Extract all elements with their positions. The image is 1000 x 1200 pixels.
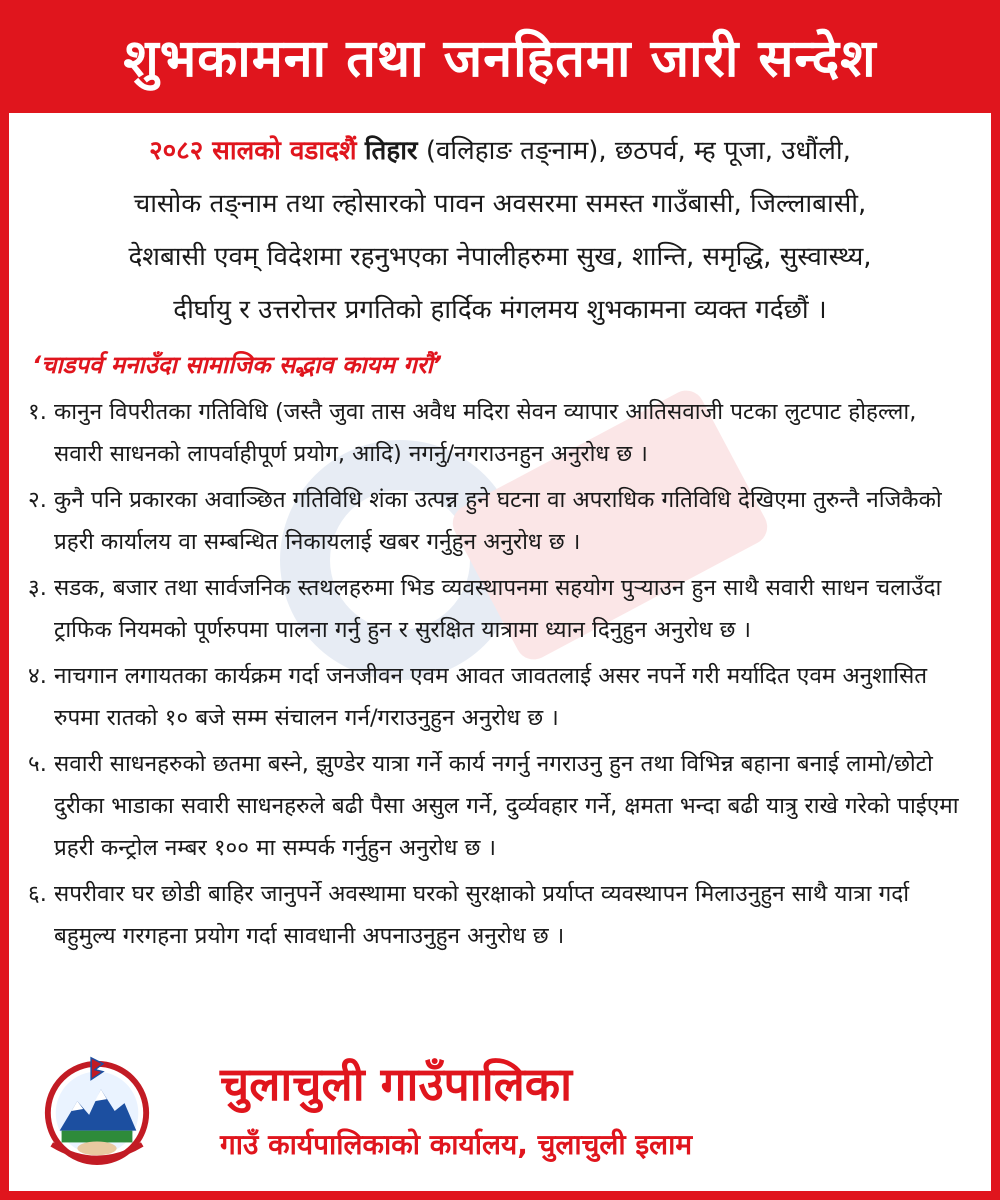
intro-line1: (वलिहाङ तङ्नाम), छठपर्व, म्ह पूजा, उधौंली, — [417, 136, 851, 166]
list-item — [28, 479, 972, 563]
list-item-text: कानुन विपरीतका गतिविधि (जस्तै जुवा तास अवैध मदिरा सेवन व्यापार आतिसवाजी पटका लुटपाट होहल्ला, सवारी साधनको लापर्वाहीपूर्ण प्रयोग, आदि) नगर्नु/नगराउनहुन अनुरोध छ । — [54, 399, 917, 467]
intro-line4: दीर्घायु र उत्तरोत्तर प्रगतिको हार्दिक मंगलमय शुभकामना व्यक्त गर्दछौं । — [173, 295, 827, 325]
nepal-government-emblem-icon — [38, 1050, 156, 1168]
intro-paragraph — [28, 125, 972, 337]
list-item — [28, 873, 972, 957]
intro-highlight: २०८२ सालको वडादशैं — [149, 136, 357, 166]
list-item-text: कुनै पनि प्रकारका अवाञ्छित गतिविधि शंका उत्पन्न हुने घटना वा अपराधिक गतिविधि देखिएमा तुरुन्तै नजिकैको प्रहरी कार्यालय वा सम्बन्धित निकायलाई खबर गर्नुहुन अनुरोध छ । — [54, 487, 942, 555]
organization-name: चुलाचुली गाउँपालिका — [220, 1057, 573, 1111]
list-item — [28, 743, 972, 869]
intro-line3: देशबासी एवम् विदेशमा रहनुभएका नेपालीहरुमा सुख, शान्ति, समृद्धि, सुस्वास्थ्य, — [128, 242, 872, 272]
list-item-text: सवारी साधनहरुको छतमा बस्ने, झुण्डेर यात्रा गर्ने कार्य नगर्नु नगराउनु हुन तथा विभिन्न बहाना बनाई लामो/छोटो दुरीका भाडाका सवारी साधनहरुले बढी पैसा असुल गर्ने, दुर्व्यवहार गर्ने, क्षमता भन्दा बढी यात्रु राखे गरेको पाईएमा प्रहरी कन्ट्रोल नम्बर १०० मा सम्पर्क गर्नुहुन अनुरोध छ । — [54, 751, 959, 861]
notice-body — [28, 125, 972, 961]
list-item — [28, 655, 972, 739]
list-item — [28, 391, 972, 475]
list-item-number: ५. — [28, 751, 47, 777]
list-item-number: ४. — [28, 663, 47, 689]
list-item-text: सपरीवार घर छोडी बाहिर जानुपर्ने अवस्थामा घरको सुरक्षाको प्रर्याप्त व्यवस्थापन मिलाउनुहुन साथै यात्रा गर्दा बहुमुल्य गरगहना प्रयोग गर्दा सावधानी अपनाउनुहुन अनुरोध छ । — [54, 881, 910, 949]
list-item — [28, 567, 972, 651]
list-item-number: २. — [28, 487, 47, 513]
intro-bold-word: तिहार — [364, 136, 418, 166]
list-item-number: १. — [28, 399, 47, 425]
notice-footer — [30, 1050, 970, 1190]
notice-header — [0, 0, 1000, 113]
organization-office: गाउँ कार्यपालिकाको कार्यालय, चुलाचुली इलाम — [220, 1128, 693, 1161]
notice-title: शुभकामना तथा जनहितमा जारी सन्देश — [123, 29, 877, 89]
instruction-list — [28, 391, 972, 957]
list-item-number: ३. — [28, 575, 47, 601]
list-item-text: सडक, बजार तथा सार्वजनिक स्तथलहरुमा भिड व्यवस्थापनमा सहयोग पुऱ्याउन हुन साथै सवारी साधन चलाउँदा ट्राफिक नियमको पूर्णरुपमा पालना गर्नु हुन र सुरक्षित यात्रामा ध्यान दिनुहुन अनुरोध छ । — [54, 575, 942, 643]
list-item-number: ६. — [28, 881, 47, 907]
intro-line2: चासोक तङ्नाम तथा ल्होसारको पावन अवसरमा समस्त गाउँबासी, जिल्लाबासी, — [133, 189, 867, 219]
list-item-text: नाचगान लगायतका कार्यक्रम गर्दा जनजीवन एवम आवत जावतलाई असर नपर्ने गरी मर्यादित एवम अनुशासित रुपमा रातको १० बजे सम्म संचालन गर्न/गराउनुहुन अनुरोध छ । — [54, 663, 928, 731]
slogan: ‘चाडपर्व मनाउँदा सामाजिक सद्भाव कायम गरौं’ — [32, 351, 442, 379]
